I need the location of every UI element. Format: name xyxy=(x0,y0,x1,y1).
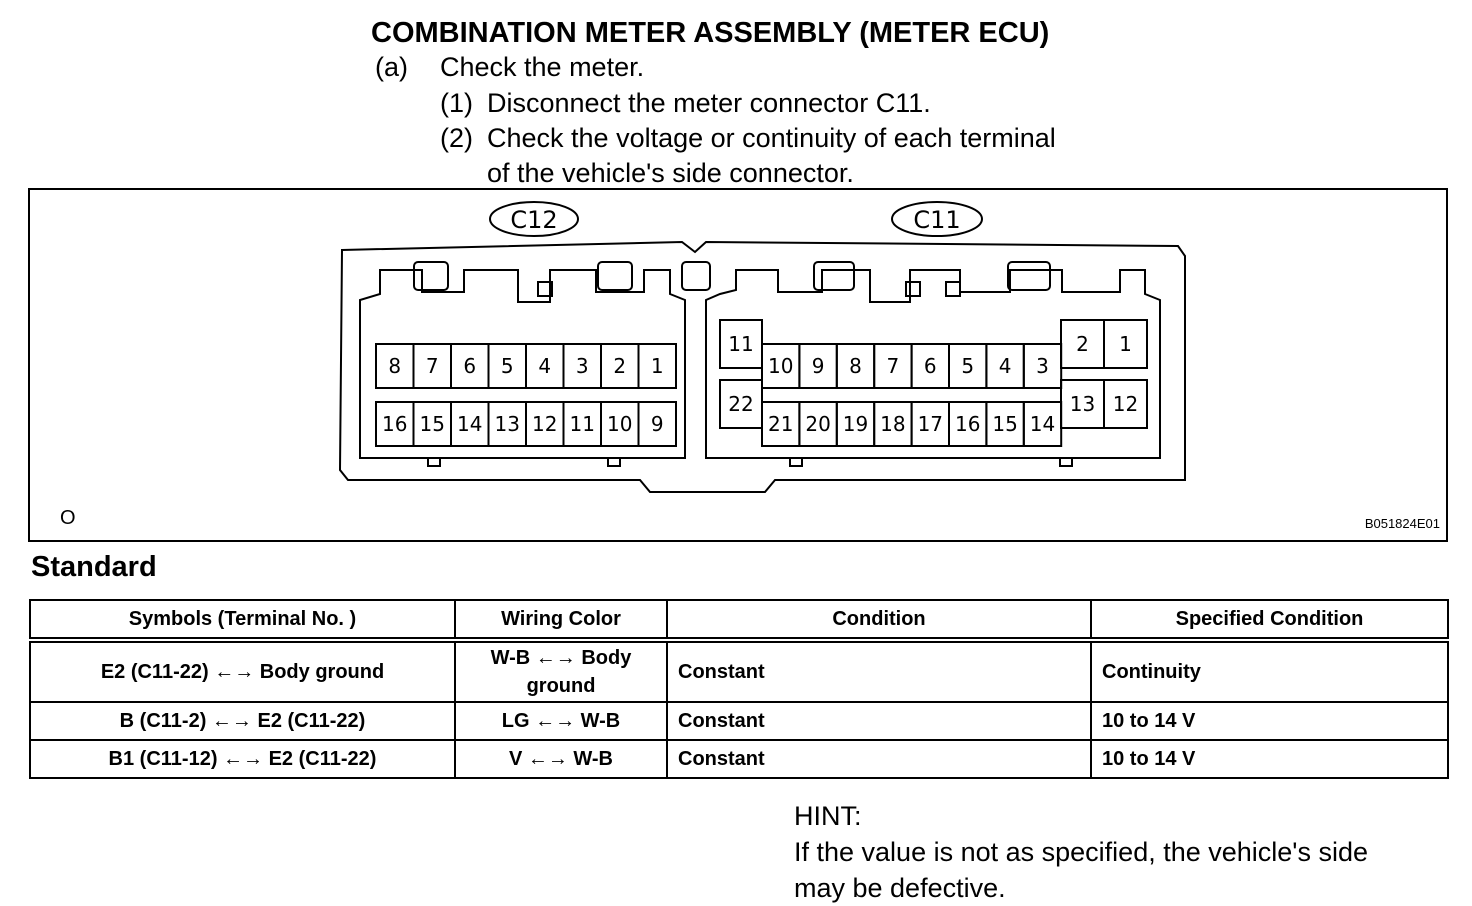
c12-pin-5: 5 xyxy=(500,354,514,378)
hint-label: HINT: xyxy=(794,801,862,831)
c11-pin-20: 20 xyxy=(805,412,831,436)
cell-specified-condition: Continuity xyxy=(1091,640,1448,702)
table-row xyxy=(30,640,1448,702)
c11-pin-22: 22 xyxy=(728,392,754,416)
cell-specified-condition: 10 to 14 V xyxy=(1091,740,1448,778)
c11-pin-2: 2 xyxy=(1076,332,1089,356)
c11-pin-17: 17 xyxy=(917,412,944,436)
cell-symbols: B1 (C11-12) ←→ E2 (C11-22) xyxy=(30,740,455,778)
c11-pin-9: 9 xyxy=(811,354,825,378)
c12-pin-12: 12 xyxy=(532,412,558,436)
c12-label: C12 xyxy=(510,206,558,234)
c11-pin-16: 16 xyxy=(954,412,981,436)
cell-symbols: E2 (C11-22) ←→ Body ground xyxy=(30,640,455,702)
step-1-marker: (1) xyxy=(440,88,473,118)
c12-pin-8: 8 xyxy=(388,354,402,378)
c12-pin-9: 9 xyxy=(650,412,664,436)
c12-pin-6: 6 xyxy=(463,354,477,378)
c12-pin-14: 14 xyxy=(457,412,483,436)
header-specified-condition: Specified Condition xyxy=(1091,600,1448,640)
c12-pin-16: 16 xyxy=(382,412,408,436)
table-row xyxy=(30,702,1448,740)
cell-condition: Constant xyxy=(667,702,1091,740)
c11-label: C11 xyxy=(913,206,961,234)
c11-pin-7: 7 xyxy=(886,354,900,378)
c12-pin-11: 11 xyxy=(569,412,595,436)
header-wiring-color: Wiring Color xyxy=(455,600,667,640)
document-title: COMBINATION METER ASSEMBLY (METER ECU) xyxy=(371,17,1050,49)
step-2-text: Check the voltage or continuity of each terminal xyxy=(487,123,1056,153)
c11-pin-3: 3 xyxy=(1036,354,1049,378)
connector-diagram xyxy=(30,190,1446,540)
step-a-text: Check the meter. xyxy=(440,52,645,82)
step-1-text: Disconnect the meter connector C11. xyxy=(487,88,931,118)
connector-figure xyxy=(28,188,1448,542)
c11-pin-11: 11 xyxy=(728,332,754,356)
c11-pin-14: 14 xyxy=(1029,412,1056,436)
cell-specified-condition: 10 to 14 V xyxy=(1091,702,1448,740)
cell-wiring-color: V ←→ W-B xyxy=(455,740,667,778)
step-a-marker: (a) xyxy=(375,52,408,82)
hint-line-1: If the value is not as specified, the vehicle's side xyxy=(794,837,1368,867)
c12-pin-3: 3 xyxy=(575,354,589,378)
c12-pin-7: 7 xyxy=(425,354,439,378)
cell-condition: Constant xyxy=(667,740,1091,778)
figure-code: B051824E01 xyxy=(1364,516,1440,531)
c11-pin-21: 21 xyxy=(767,412,794,436)
c11-pin-13: 13 xyxy=(1069,392,1096,416)
hint-line-2: may be defective. xyxy=(794,873,1006,903)
cell-condition: Constant xyxy=(667,640,1091,702)
c11-pin-6: 6 xyxy=(923,354,937,378)
c12-pin-2: 2 xyxy=(613,354,627,378)
c11-pin-10: 10 xyxy=(767,354,794,378)
c11-pin-18: 18 xyxy=(880,412,906,436)
c12-pin-4: 4 xyxy=(538,354,552,378)
header-condition: Condition xyxy=(667,600,1091,640)
c12-pin-13: 13 xyxy=(494,412,520,436)
c11-pin-5: 5 xyxy=(961,354,975,378)
table-header-row xyxy=(30,600,1448,640)
c12-pin-10: 10 xyxy=(607,412,633,436)
standard-table xyxy=(29,599,1449,779)
c11-pin-4: 4 xyxy=(998,354,1012,378)
step-2-marker: (2) xyxy=(440,123,473,153)
c11-pin-1: 1 xyxy=(1119,332,1132,356)
c11-pin-15: 15 xyxy=(992,412,1018,436)
c11-pin-12: 12 xyxy=(1112,392,1139,416)
table-row xyxy=(30,740,1448,778)
corner-mark: O xyxy=(60,507,76,529)
standard-heading: Standard xyxy=(31,551,157,583)
cell-wiring-color: W-B ←→ Body ground xyxy=(455,640,667,702)
c11-pin-8: 8 xyxy=(849,354,862,378)
c11-pin-19: 19 xyxy=(842,412,869,436)
c12-cavity xyxy=(360,270,685,458)
header-symbols: Symbols (Terminal No. ) xyxy=(30,600,455,640)
c12-pin-1: 1 xyxy=(650,354,664,378)
cell-wiring-color: LG ←→ W-B xyxy=(455,702,667,740)
cell-symbols: B (C11-2) ←→ E2 (C11-22) xyxy=(30,702,455,740)
c12-pin-15: 15 xyxy=(419,412,445,436)
step-2-continuation: of the vehicle's side connector. xyxy=(487,158,854,188)
